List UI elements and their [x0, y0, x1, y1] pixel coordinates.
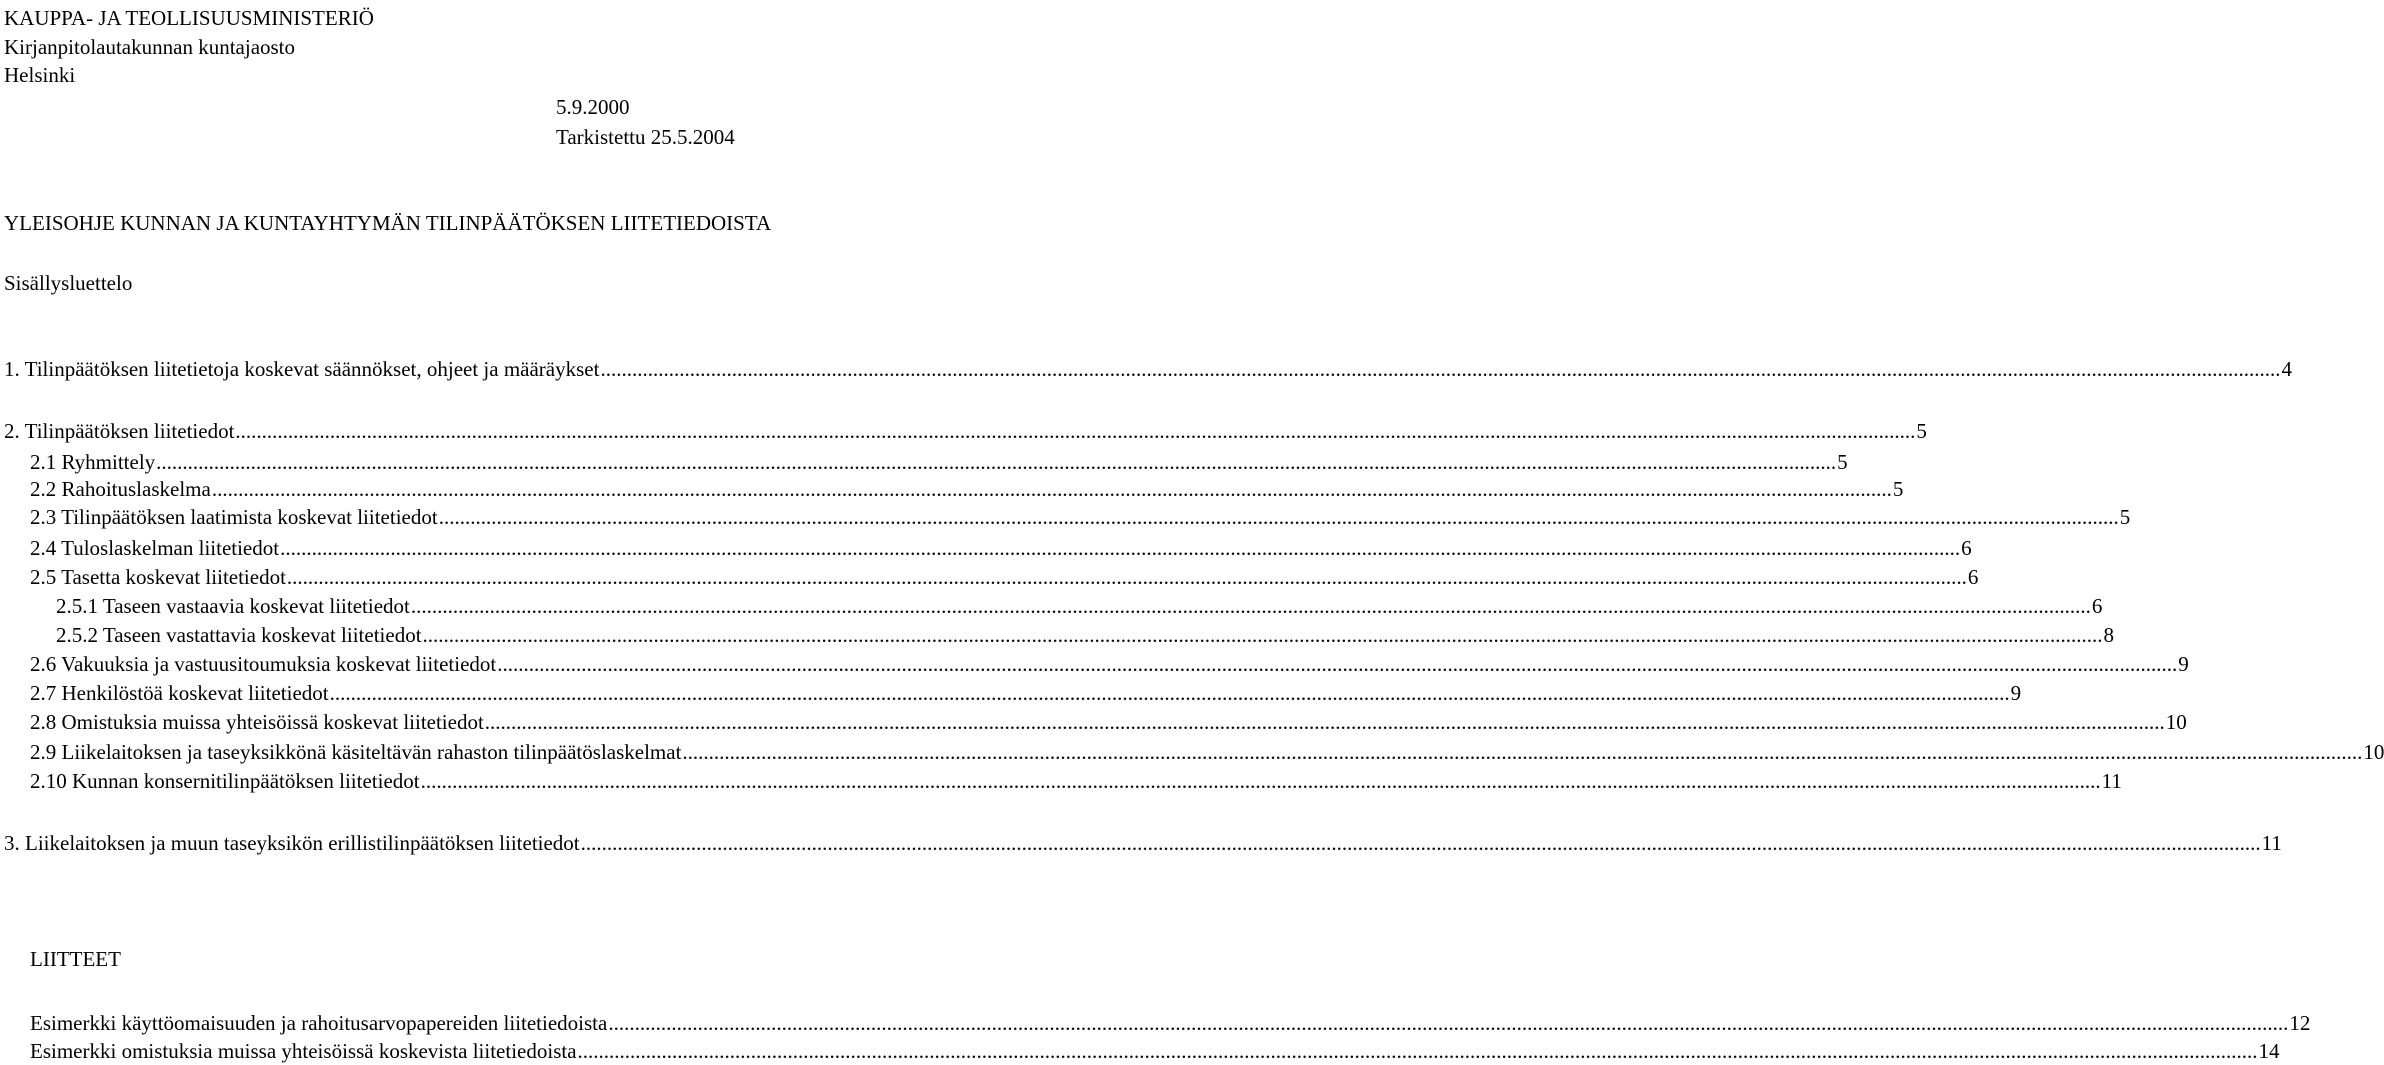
toc-entry	[30, 535, 1972, 561]
toc-entry	[30, 739, 2384, 765]
toc-entry-label: 1. Tilinpäätöksen liitetietoja koskevat säännökset, ohjeet ja määräykset	[4, 357, 600, 381]
toc-entry-page: 10	[2363, 740, 2384, 764]
toc-entry-page: 6	[1961, 536, 1972, 560]
appendix-entry-page: 12	[2289, 1011, 2311, 1035]
toc-entry-label: 2.10 Kunnan konsernitilinpäätöksen liitetiedot	[30, 769, 420, 793]
toc-entry-page: 5	[2119, 505, 2131, 529]
toc-entry	[56, 622, 2115, 648]
appendices-heading: LIITTEET	[30, 947, 121, 971]
toc-entry-page: 11	[2261, 831, 2282, 855]
toc-leader	[578, 1038, 2258, 1064]
appendix-entry-page: 14	[2258, 1039, 2280, 1063]
toc-leader	[212, 476, 1892, 502]
toc-heading: Sisällysluettelo	[4, 271, 133, 295]
toc-entry-label: 2.5.1 Taseen vastaavia koskevat liitetiedot	[56, 594, 410, 618]
revision-date: Tarkistettu 25.5.2004	[556, 125, 735, 149]
toc-leader	[235, 418, 1915, 444]
toc-entry	[30, 768, 2122, 794]
toc-entry-page: 5	[1916, 419, 1927, 443]
toc-entry-label: 2.8 Omistuksia muissa yhteisöissä koskevat liitetiedot	[30, 710, 484, 734]
toc-entry-label: 2.5 Tasetta koskevat liitetiedot	[30, 565, 286, 589]
toc-entry	[4, 418, 1927, 444]
toc-entry-page: 5	[1892, 477, 1904, 501]
appendix-entry-label: Esimerkki käyttöomaisuuden ja rahoitusarvopapereiden liitetiedoista	[30, 1011, 608, 1035]
toc-entry	[30, 564, 1979, 590]
toc-entry-label: 3. Liikelaitoksen ja muun taseyksikön erillistilinpäätöksen liitetiedot	[4, 831, 580, 855]
toc-entry	[30, 504, 2131, 530]
toc-leader	[600, 356, 2280, 382]
toc-entry-label: 2.3 Tilinpäätöksen laatimista koskevat liitetiedot	[30, 505, 438, 529]
appendix-entry-label: Esimerkki omistuksia muissa yhteisöissä koskevista liitetiedoista	[30, 1039, 577, 1063]
ministry-name: KAUPPA- JA TEOLLISUUSMINISTERIÖ	[4, 6, 374, 30]
toc-entry-page: 5	[1837, 450, 1848, 474]
toc-leader	[156, 449, 1836, 475]
toc-entry-label: 2.4 Tuloslaskelman liitetiedot	[30, 536, 280, 560]
toc-leader	[608, 1010, 2288, 1036]
toc-entry-page: 9	[2010, 681, 2022, 705]
document-date: 5.9.2000	[556, 95, 630, 119]
toc-leader	[330, 680, 2010, 706]
toc-entry-page: 8	[2103, 623, 2115, 647]
toc-leader	[421, 768, 2101, 794]
toc-entry	[30, 709, 2187, 735]
toc-leader	[287, 564, 1967, 590]
toc-entry-label: 2.6 Vakuuksia ja vastuusitoumuksia koskevat liitetiedot	[30, 652, 497, 676]
toc-entry	[30, 651, 2189, 677]
toc-entry	[30, 680, 2022, 706]
toc-leader	[423, 622, 2103, 648]
toc-entry-label: 2.9 Liikelaitoksen ja taseyksikkönä käsiteltävän rahaston tilinpäätöslaskelmat	[30, 740, 682, 764]
document-title: YLEISOHJE KUNNAN JA KUNTAYHTYMÄN TILINPÄÄTÖKSEN LIITETIEDOISTA	[4, 211, 772, 235]
city-name: Helsinki	[4, 63, 76, 87]
toc-leader	[411, 593, 2091, 619]
board-name: Kirjanpitolautakunnan kuntajaosto	[4, 35, 296, 59]
appendix-entry	[30, 1010, 2311, 1036]
toc-entry-page: 11	[2101, 769, 2122, 793]
toc-entry	[4, 830, 2282, 856]
toc-entry-label: 2.1 Ryhmittely	[30, 450, 156, 474]
toc-leader	[581, 830, 2261, 856]
toc-entry-label: 2.2 Rahoituslaskelma	[30, 477, 211, 501]
toc-leader	[682, 739, 2362, 765]
toc-entry-page: 9	[2178, 652, 2189, 676]
toc-leader	[280, 535, 1960, 561]
toc-leader	[497, 651, 2177, 677]
toc-entry-label: 2.5.2 Taseen vastattavia koskevat liitetiedot	[56, 623, 422, 647]
toc-leader	[485, 709, 2165, 735]
toc-entry	[30, 449, 1848, 475]
toc-entry-label: 2. Tilinpäätöksen liitetiedot	[4, 419, 235, 443]
toc-entry-label: 2.7 Henkilöstöä koskevat liitetiedot	[30, 681, 329, 705]
toc-entry-page: 10	[2165, 710, 2187, 734]
toc-entry	[30, 476, 1904, 502]
toc-entry-page: 6	[1967, 565, 1979, 589]
toc-entry-page: 6	[2091, 594, 2103, 618]
toc-leader	[439, 504, 2119, 530]
appendix-entry	[30, 1038, 2280, 1064]
toc-entry	[56, 593, 2103, 619]
toc-entry-page: 4	[2281, 357, 2292, 381]
toc-entry	[4, 356, 2292, 382]
